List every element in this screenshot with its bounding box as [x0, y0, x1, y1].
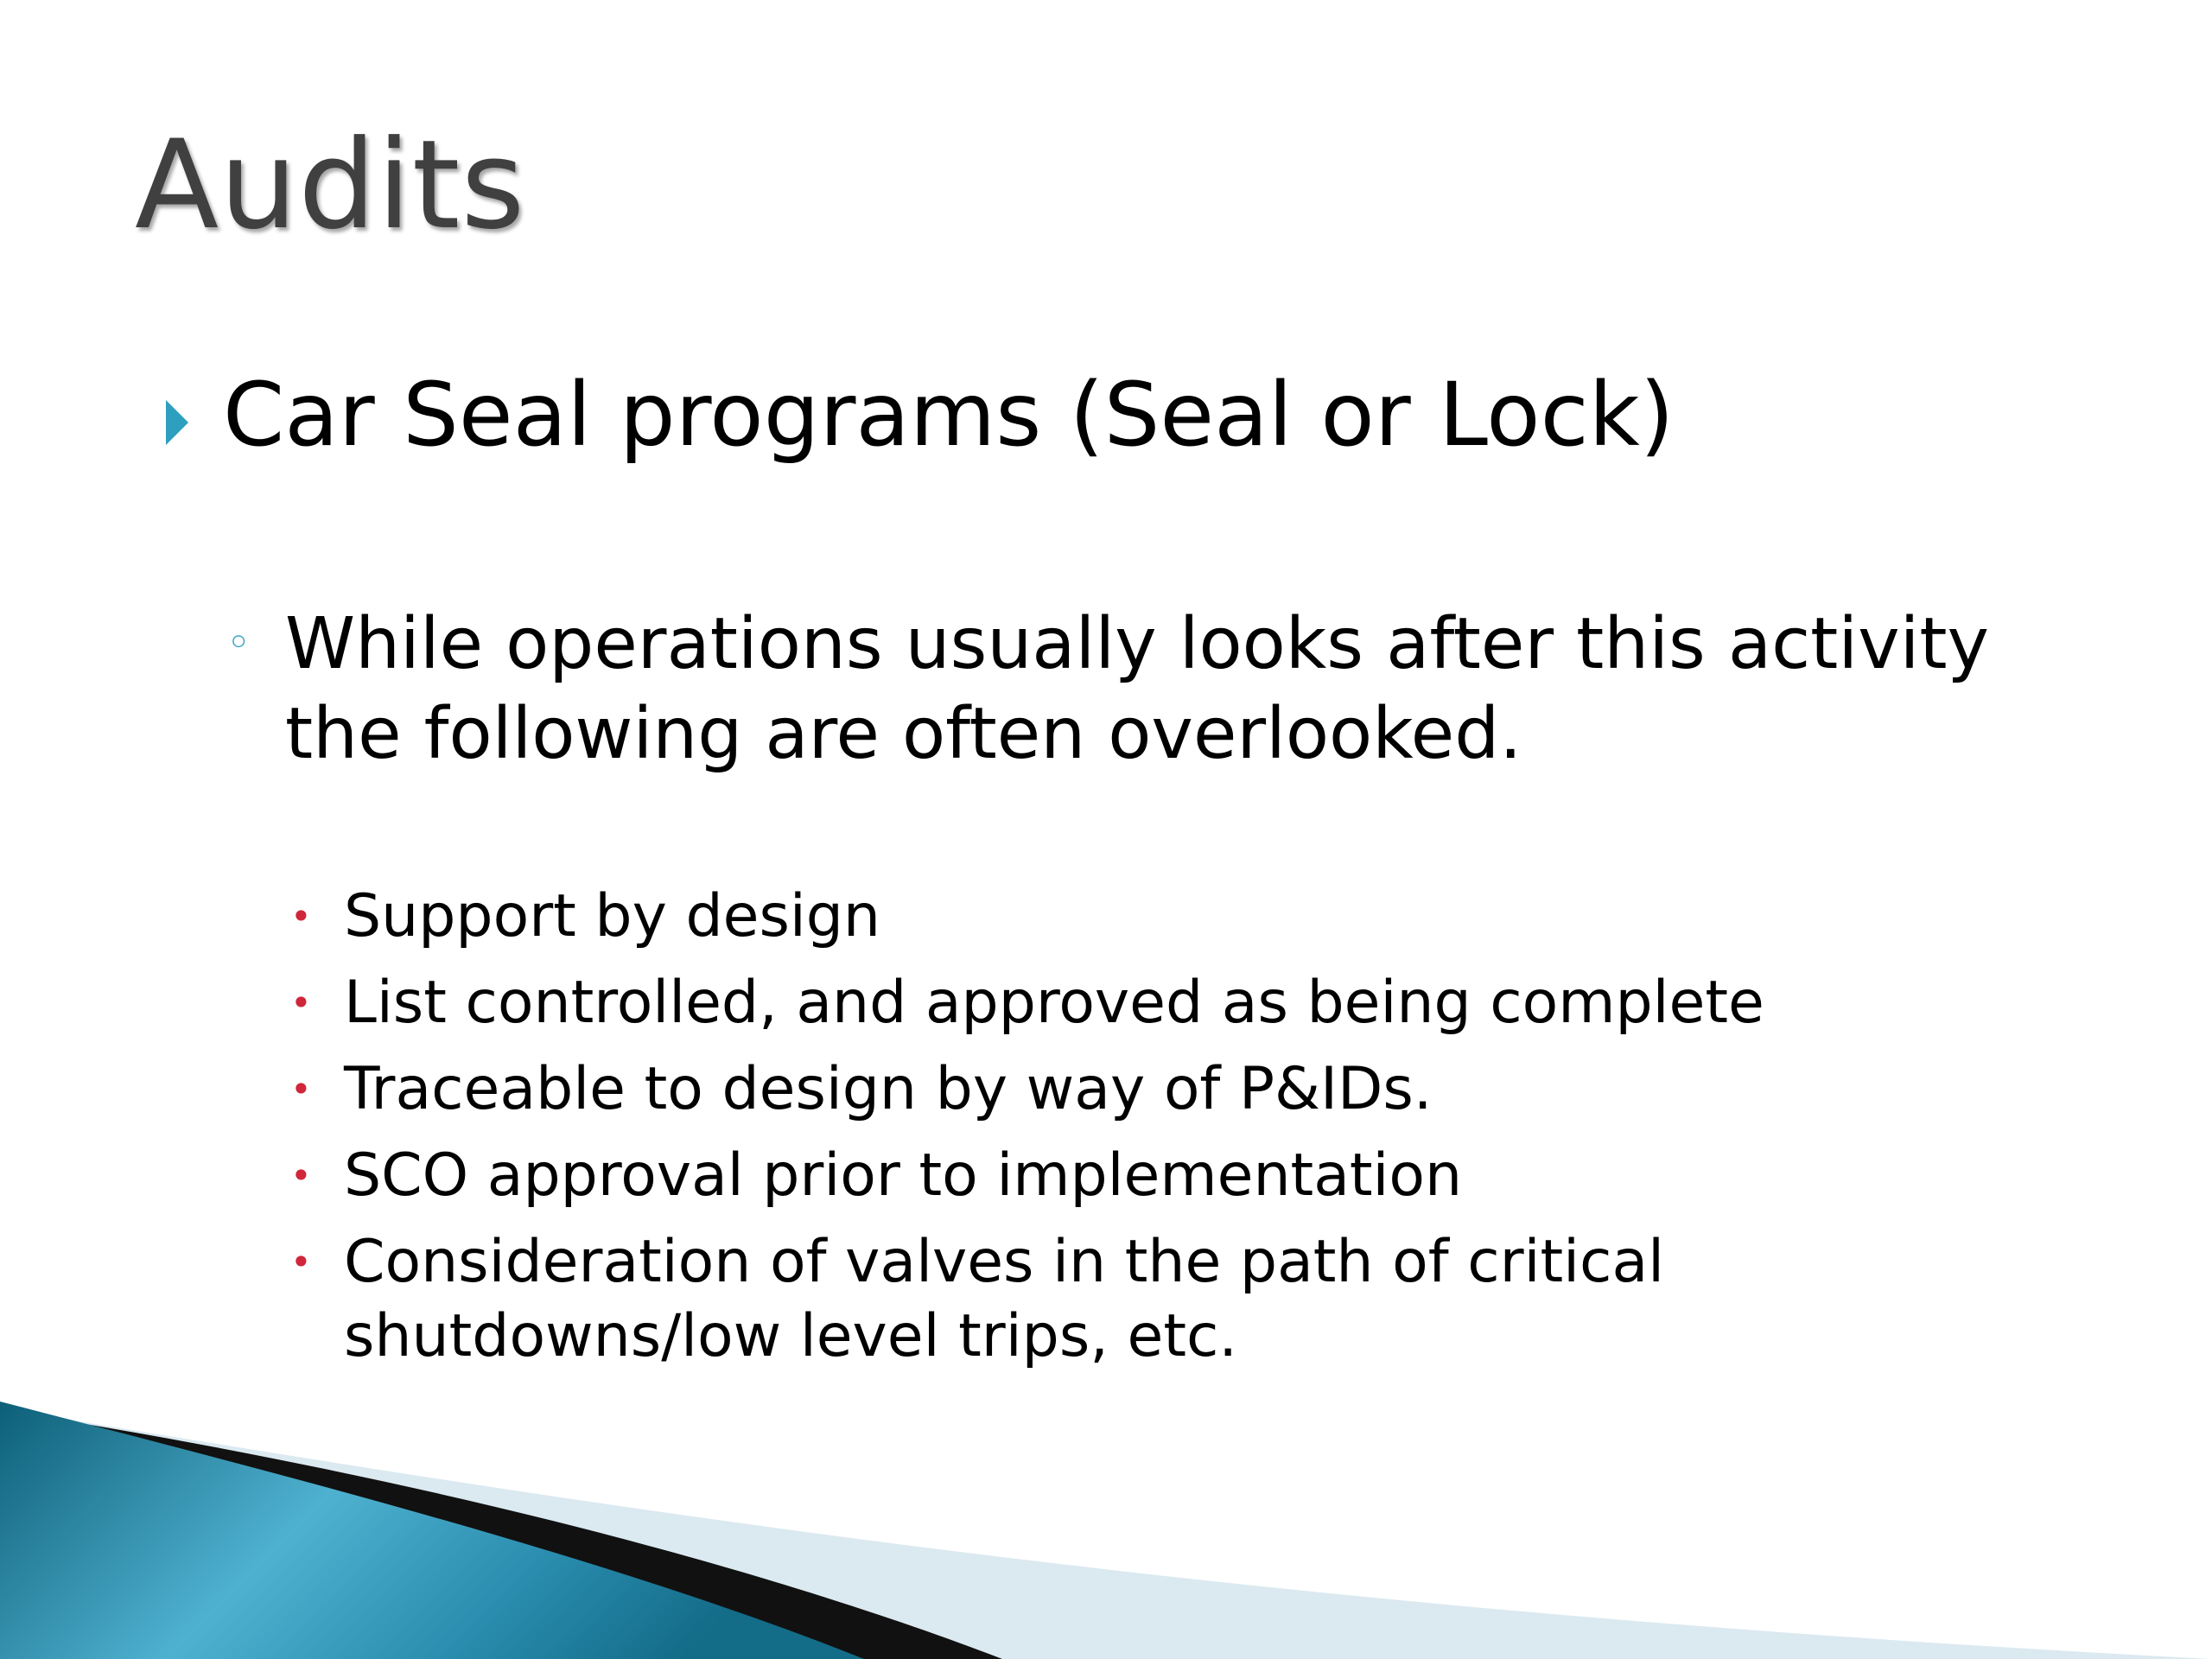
triangle-right-icon: [162, 363, 223, 468]
bullet-level1: [162, 363, 1675, 468]
bullet-level1-text: Car Seal programs (Seal or Lock): [223, 364, 1675, 467]
bullet-level3-item: [290, 966, 1846, 1040]
slide-title: Audits: [135, 114, 526, 257]
dot-icon: •: [290, 895, 312, 938]
bullet-level3-item: [290, 880, 1846, 954]
dot-icon: •: [290, 1068, 312, 1110]
dot-icon: •: [290, 1241, 312, 1283]
hollow-circle-icon: ◦: [226, 619, 251, 667]
bullet-level3-item: [290, 1052, 1846, 1127]
bullet-level3-text: SCO approval prior to implementation: [344, 1141, 1463, 1210]
bullet-level3-text: Traceable to design by way of P&IDs.: [344, 1055, 1433, 1123]
dot-icon: •: [290, 982, 312, 1024]
bullet-level3-text: Support by design: [344, 882, 881, 950]
bullet-level2-text: While operations usually looks after this activity the following are often overlooked.: [285, 603, 1990, 776]
bullet-level3-item: [290, 1139, 1846, 1213]
bullet-level2: [226, 600, 2041, 779]
bullet-level3-text: Consideration of valves in the path of critical shutdowns/low level trips, etc.: [344, 1228, 1665, 1371]
dot-icon: •: [290, 1154, 312, 1197]
bullet-level3-text: List controlled, and approved as being complete: [344, 969, 1764, 1037]
bullet-level3-item: [290, 1225, 1846, 1375]
